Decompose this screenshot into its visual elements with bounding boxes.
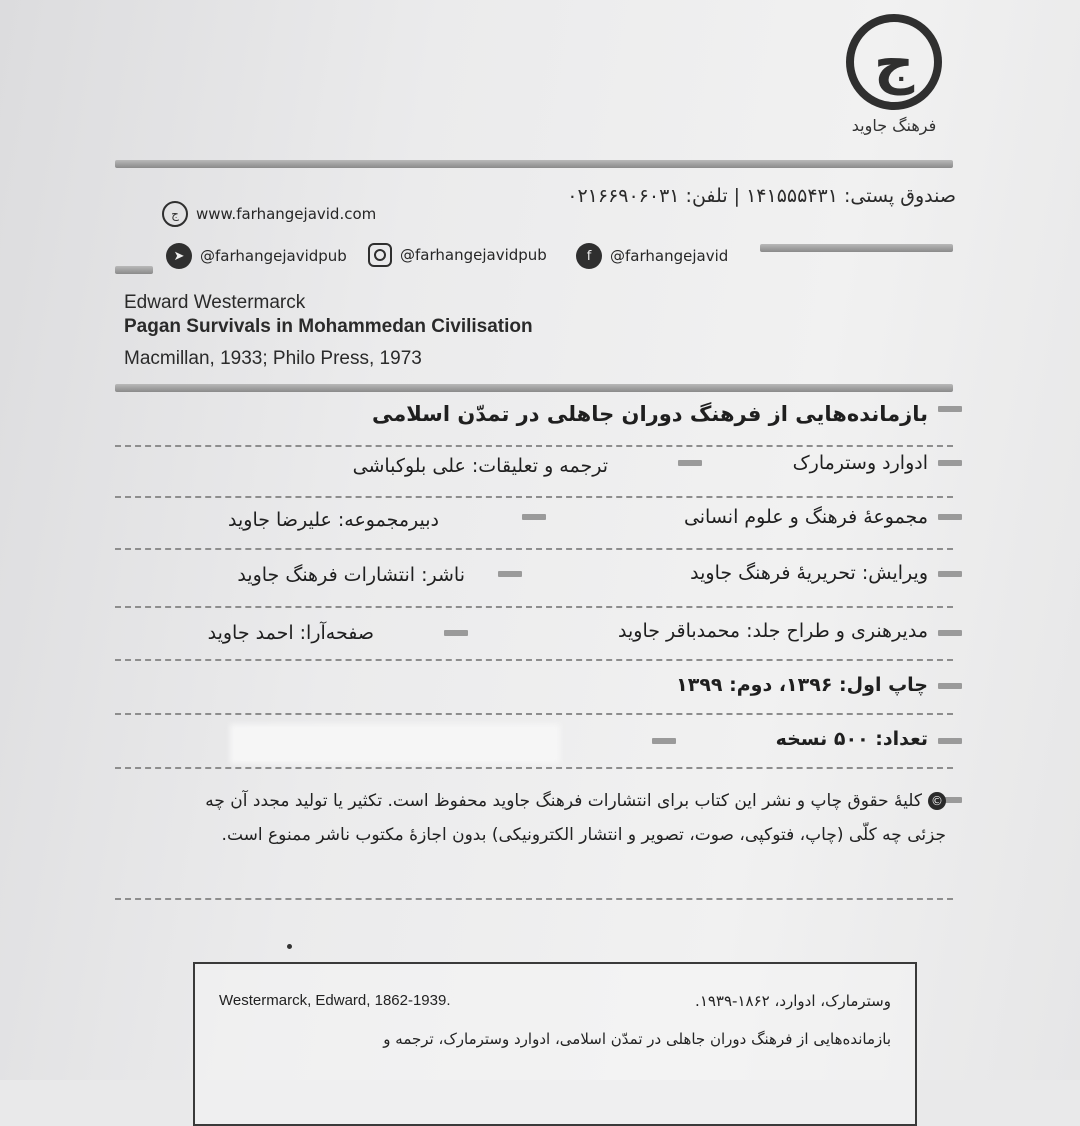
bullet-mark: [938, 738, 962, 744]
facebook-icon: f: [576, 243, 602, 269]
bullet-mark: [938, 683, 962, 689]
redacted-area: [230, 724, 560, 764]
bullet-mark: [498, 571, 522, 577]
bullet-mark: [938, 460, 962, 466]
telegram-row: [166, 243, 347, 269]
bullet-mark: [678, 460, 702, 466]
original-title: Pagan Survivals in Mohammedan Civilisation: [124, 316, 533, 337]
copies: تعداد: ۵۰۰ نسخه: [775, 728, 928, 750]
bullet-mark: [938, 514, 962, 520]
cataloging-box: [193, 962, 917, 1126]
website-row: [162, 201, 376, 227]
instagram-handle[interactable]: @farhangejavidpub: [400, 246, 547, 264]
author-fa: ادوارد وسترمارک: [792, 452, 928, 474]
dashed-separator: [115, 606, 953, 608]
website-link[interactable]: www.farhangejavid.com: [196, 205, 377, 223]
catalog-persian-1: وسترمارک، ادوارد، ۱۸۶۲-۱۹۳۹.: [695, 992, 891, 1010]
bullet-mark: [938, 630, 962, 636]
dashed-separator: [115, 767, 953, 769]
facebook-row: [576, 243, 728, 269]
dashed-separator: [115, 445, 953, 447]
bullet-mark: [444, 630, 468, 636]
po-box-phone: صندوق پستی: ۱۴۱۵۵۵۴۳۱ | تلفن: ۰۲۱۶۶۹۰۶۰۳۱: [567, 185, 956, 207]
dashed-separator: [115, 548, 953, 550]
top-rule: [115, 160, 953, 168]
bullet-mark: [938, 571, 962, 577]
dashed-separator: [115, 496, 953, 498]
bullet-mark: [522, 514, 546, 520]
instagram-icon: [368, 243, 392, 267]
editing: ویرایش: تحریریهٔ فرهنگ جاوید: [690, 562, 928, 584]
art-director: مدیرهنری و طراح جلد: محمدباقر جاوید: [618, 620, 928, 642]
copyright-notice: [166, 784, 946, 852]
original-author: Edward Westermarck: [124, 292, 306, 313]
dot-mark: [287, 944, 292, 949]
social-rule-right: [760, 244, 953, 252]
copyright-icon: ©: [928, 792, 946, 810]
series-editor: دبیرمجموعه: علیرضا جاوید: [228, 509, 439, 531]
logo-mark-icon: [844, 12, 944, 112]
original-publication: Macmillan, 1933; Philo Press, 1973: [124, 348, 422, 369]
layout-artist: صفحه‌آرا: احمد جاوید: [207, 622, 374, 644]
publisher-logo: [838, 12, 950, 135]
mid-rule: [115, 384, 953, 392]
catalog-persian-2: بازمانده‌هایی از فرهنگ دوران جاهلی در تمدّن اسلامی، ادوارد وسترمارک، ترجمه و: [383, 1030, 891, 1048]
copyright-text: کلیهٔ حقوق چاپ و نشر این کتاب برای انتشارات فرهنگ جاوید محفوظ است. تکثیر یا تولید مجدد آن چه جزئی چه کلّی (چاپ، فتوکپی، صوت، تصویر و انتشار الکترونیکی) بدون اجازهٔ مکتوب ناشر ممنوع است.: [205, 791, 946, 845]
telegram-icon: ➤: [166, 243, 192, 269]
translator: ترجمه و تعلیقات: علی بلوکباشی: [352, 455, 608, 477]
bullet-mark: [652, 738, 676, 744]
print-edition: چاپ اول: ۱۳۹۶، دوم: ۱۳۹۹: [676, 674, 928, 696]
book-title: بازمانده‌هایی از فرهنگ دوران جاهلی در تمدّن اسلامی: [371, 402, 928, 426]
bullet-mark: [938, 406, 962, 412]
svg-text:ج: ج: [873, 31, 915, 96]
facebook-handle[interactable]: @farhangejavid: [610, 247, 729, 265]
instagram-row: [368, 243, 547, 267]
telegram-handle[interactable]: @farhangejavidpub: [200, 247, 347, 265]
dashed-separator: [115, 898, 953, 900]
logo-text: فرهنگ جاوید: [851, 116, 937, 135]
dashed-separator: [115, 659, 953, 661]
series: مجموعهٔ فرهنگ و علوم انسانی: [683, 506, 928, 528]
logo-small-icon: ج: [162, 201, 188, 227]
publisher: ناشر: انتشارات فرهنگ جاوید: [237, 564, 465, 586]
dashed-separator: [115, 713, 953, 715]
catalog-english: Westermarck, Edward, 1862-1939.: [219, 992, 451, 1009]
social-rule-left: [115, 266, 153, 274]
